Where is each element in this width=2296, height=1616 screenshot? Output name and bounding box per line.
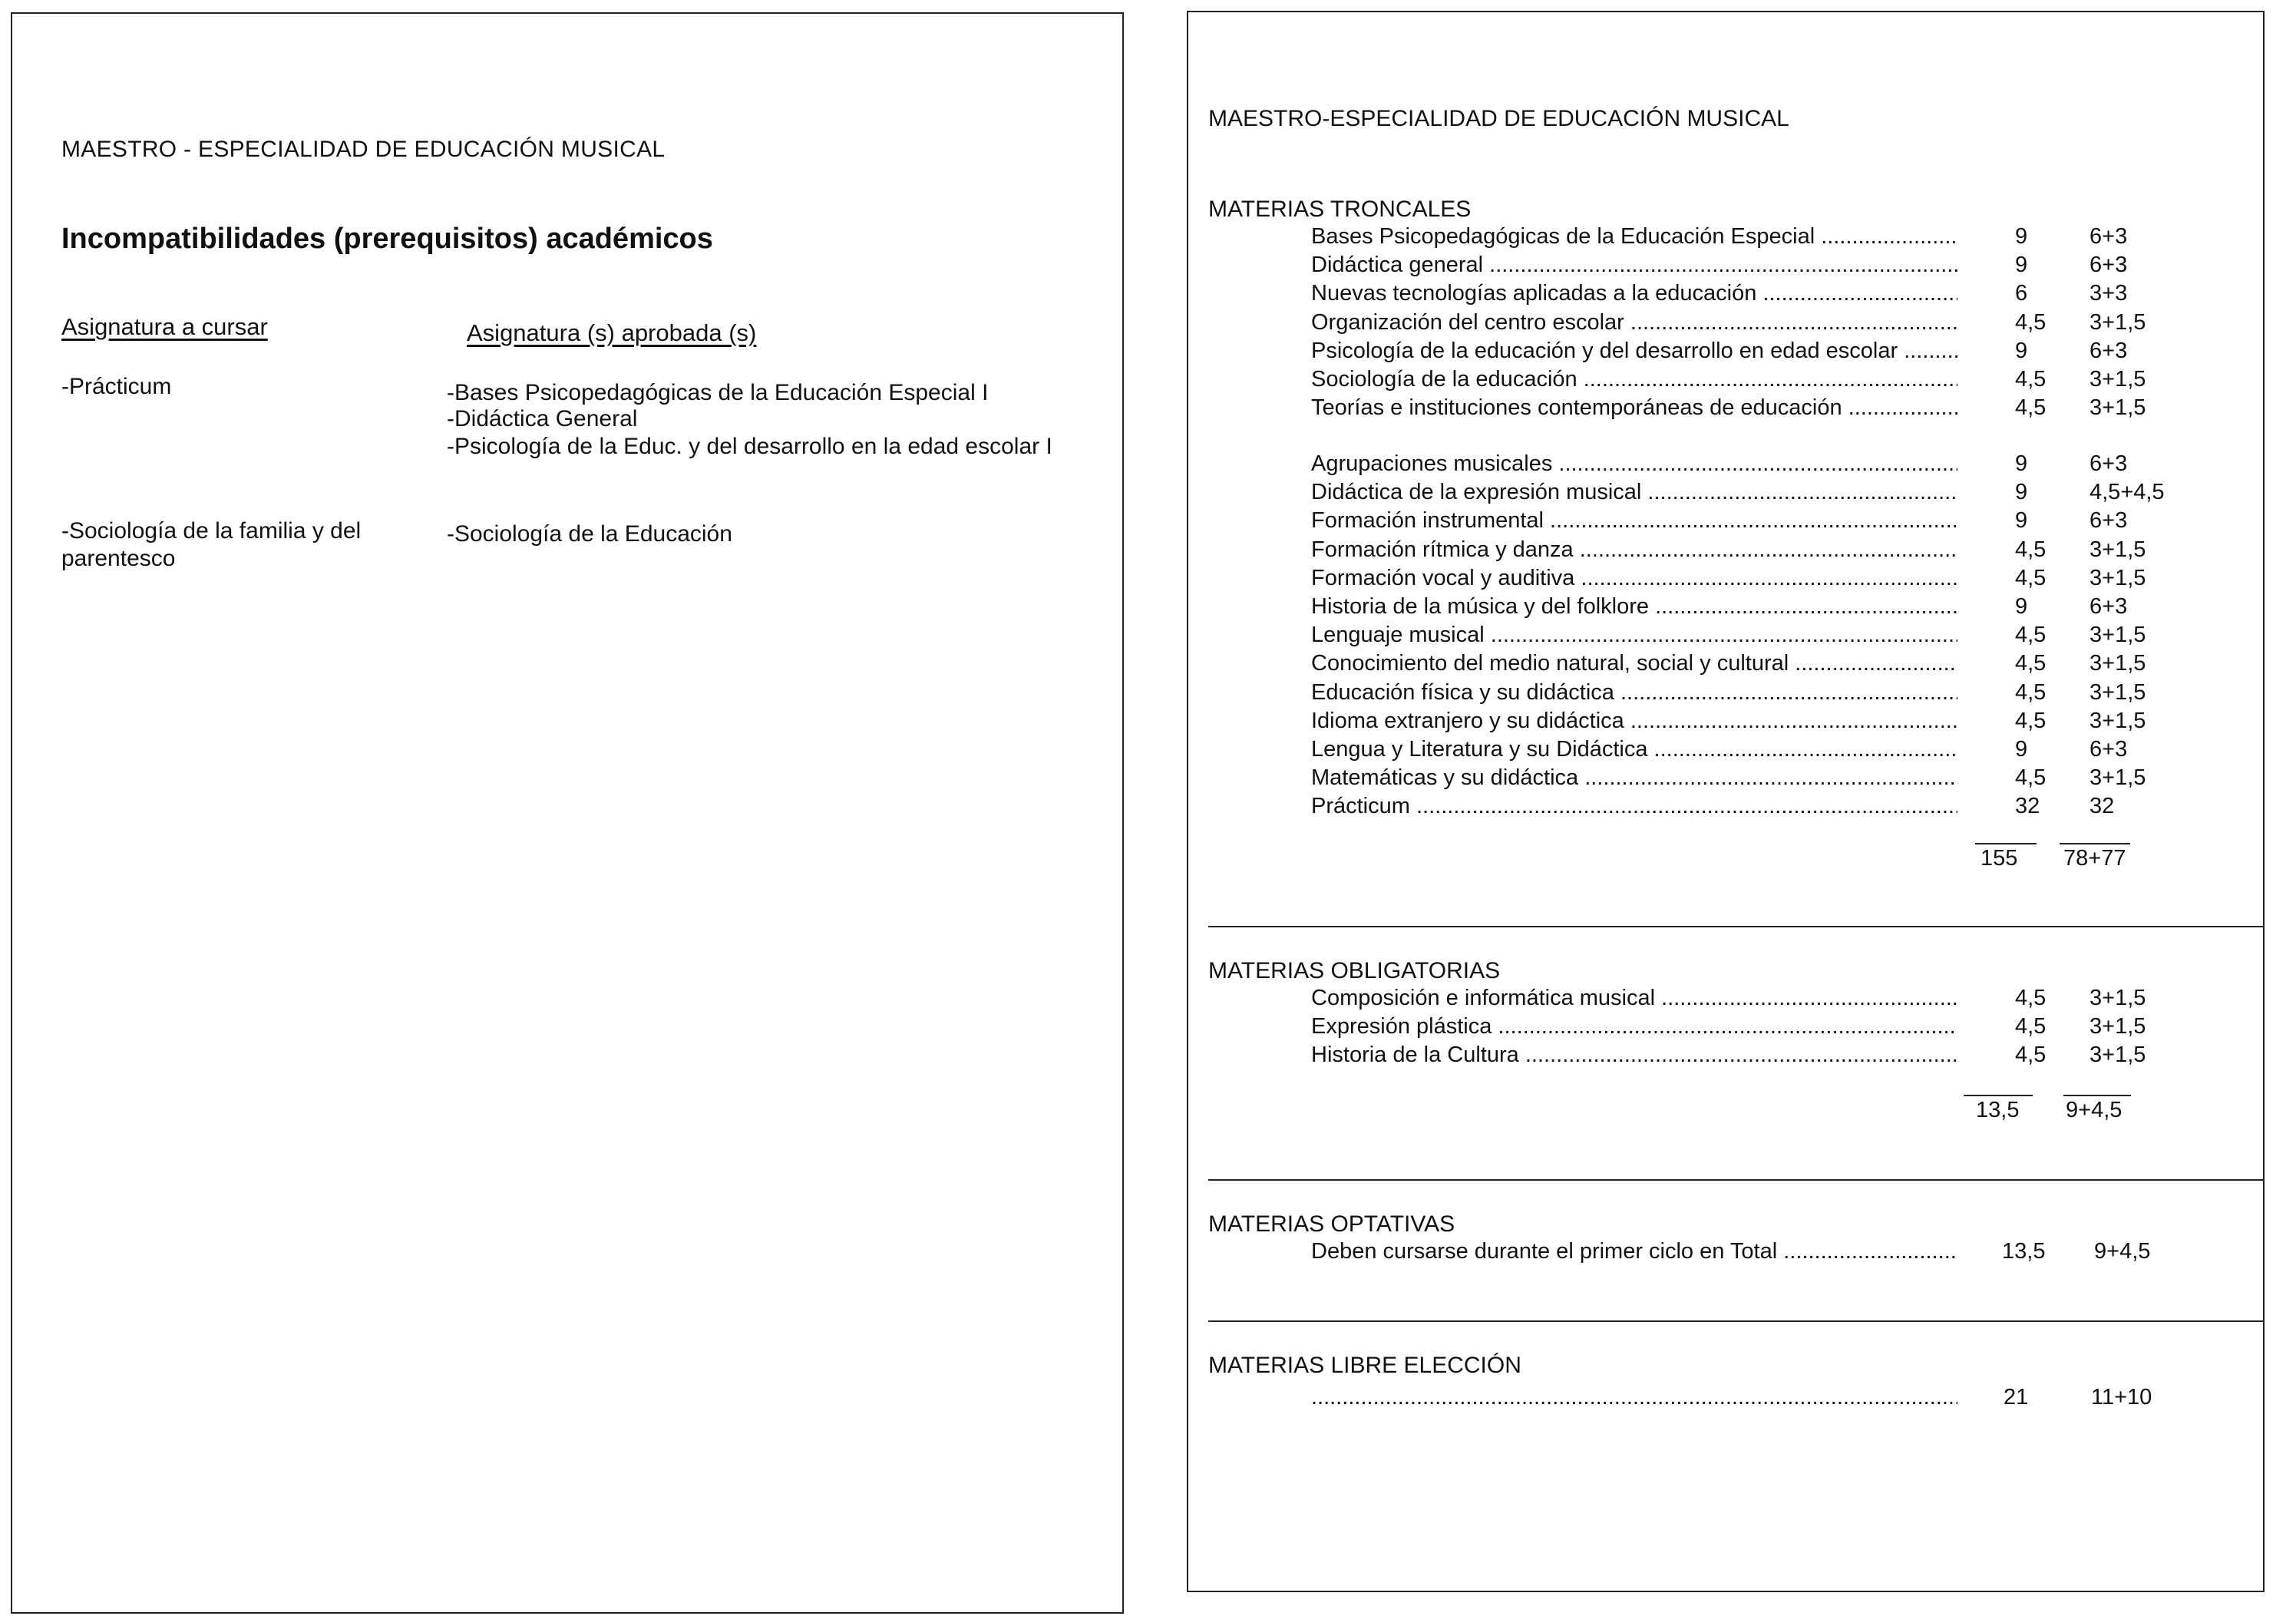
subject-row — [1311, 1238, 2232, 1266]
subject-name: Prácticum ..... — [1311, 792, 1957, 821]
subject-credits: 4,5 — [2015, 395, 2047, 421]
total-credits: 155 — [1981, 846, 2018, 871]
subject-name: Idioma extranjero y su didáctica ..... — [1311, 707, 1957, 735]
subject-row — [1311, 394, 2232, 422]
subject-breakdown: 6+3 — [2090, 737, 2128, 762]
section-title-obligatorias: MATERIAS OBLIGATORIAS — [1208, 958, 1501, 983]
subject-row — [1311, 450, 2232, 478]
subject-name: Psicología de la educación y del desarrollo en edad escolar ..... — [1311, 337, 1957, 365]
subject-credits: 4,5 — [2015, 1014, 2047, 1039]
subject-name: Nuevas tecnologías aplicadas a la educación ..... — [1311, 279, 1957, 308]
total-breakdown: 9+4,5 — [2066, 1098, 2123, 1122]
subject-credits: 4,5 — [2015, 623, 2047, 648]
subject-credits: 4,5 — [2015, 367, 2047, 392]
subject-breakdown: 9+4,5 — [2094, 1239, 2151, 1264]
subject-breakdown: 6+3 — [2090, 594, 2128, 619]
subject-name: Didáctica de la expresión musical ..... — [1311, 478, 1957, 507]
prereq-item: -Psicología de la Educ. y del desarrollo en la edad escolar I — [447, 434, 1052, 459]
subject-row — [1311, 251, 2232, 279]
subject-row — [1311, 792, 2232, 821]
subject-row — [1311, 536, 2232, 564]
page-heading: MAESTRO - ESPECIALIDAD DE EDUCACIÓN MUSICAL — [61, 137, 666, 162]
subject-row — [1311, 309, 2232, 337]
subject-row — [1311, 707, 2232, 735]
subject-breakdown: 6+3 — [2090, 224, 2128, 249]
subject-row — [1311, 478, 2232, 507]
prereq-item: -Bases Psicopedagógicas de la Educación Especial I — [447, 380, 989, 405]
subject-row — [1311, 365, 2232, 394]
subject-row — [1311, 1013, 2232, 1041]
subject-row — [1311, 1383, 2232, 1412]
subject-breakdown: 3+1,5 — [2090, 708, 2146, 733]
left-page — [11, 12, 1124, 1614]
prereq-item: -Sociología de la Educación — [447, 521, 732, 547]
subject-row — [1311, 337, 2232, 365]
page-heading: MAESTRO-ESPECIALIDAD DE EDUCACIÓN MUSICAL — [1208, 106, 1789, 131]
section-divider — [1208, 1179, 2263, 1181]
column-header-passed: Asignatura (s) aprobada (s) — [467, 319, 757, 346]
subject-row — [1311, 564, 2232, 593]
subject-row — [1311, 649, 2232, 678]
subject-breakdown: 3+1,5 — [2090, 1043, 2146, 1068]
subject-row — [1311, 679, 2232, 707]
page-subtitle: Incompatibilidades (prerequisitos) académicos — [61, 223, 713, 255]
subject-breakdown: 3+1,5 — [2090, 986, 2146, 1010]
subject-breakdown: 6+3 — [2090, 451, 2128, 476]
subject-credits: 9 — [2015, 594, 2028, 619]
subject-breakdown: 3+1,5 — [2090, 367, 2146, 392]
total-rule — [2060, 843, 2130, 844]
subject-row — [1311, 223, 2232, 251]
total-rule — [1964, 1095, 2033, 1096]
subject-name: Agrupaciones musicales ..... — [1311, 450, 1957, 478]
subject-breakdown: 6+3 — [2090, 338, 2128, 363]
subject-name: Didáctica general ..... — [1311, 251, 1957, 279]
subject-credits: 4,5 — [2015, 986, 2047, 1010]
subject-name: Historia de la Cultura ..... — [1311, 1041, 1957, 1069]
subject-credits: 4,5 — [2015, 679, 2047, 705]
section-title-troncales: MATERIAS TRONCALES — [1208, 197, 1472, 222]
subject-name — [1311, 1383, 1957, 1412]
subject-name: Sociología de la educación ..... — [1311, 365, 1957, 394]
subject-name: Deben cursarse durante el primer ciclo en Total ..... — [1311, 1238, 1957, 1266]
course-sociologia-familia: -Sociología de la familia y del parentesco — [61, 518, 362, 571]
subject-breakdown: 3+1,5 — [2090, 679, 2146, 705]
subject-name: Organización del centro escolar ..... — [1311, 309, 1957, 337]
subject-name: Lengua y Literatura y su Didáctica ..... — [1311, 735, 1957, 764]
subject-breakdown: 3+1,5 — [2090, 765, 2146, 791]
subject-breakdown: 3+1,5 — [2090, 537, 2146, 562]
subject-credits: 4,5 — [2015, 309, 2047, 335]
subject-row — [1311, 764, 2232, 792]
subject-breakdown: 3+1,5 — [2090, 651, 2146, 676]
subject-breakdown: 11+10 — [2091, 1385, 2152, 1409]
subject-credits: 32 — [2015, 794, 2040, 819]
subject-breakdown: 4,5+4,5 — [2090, 480, 2165, 505]
subject-name: Formación vocal y auditiva ..... — [1311, 564, 1957, 593]
subject-credits: 4,5 — [2015, 708, 2047, 733]
subject-credits: 13,5 — [2002, 1239, 2046, 1264]
total-breakdown: 78+77 — [2063, 846, 2126, 871]
subject-credits: 4,5 — [2015, 765, 2047, 791]
subject-credits: 9 — [2015, 737, 2028, 762]
subject-breakdown: 3+1,5 — [2090, 623, 2146, 648]
section-title-optativas: MATERIAS OPTATIVAS — [1208, 1211, 1455, 1237]
subject-credits: 4,5 — [2015, 1043, 2047, 1068]
subject-row — [1311, 621, 2232, 649]
course-practicum: -Prácticum — [61, 374, 172, 399]
subject-name: Expresión plástica ..... — [1311, 1013, 1957, 1041]
subject-breakdown: 6+3 — [2090, 253, 2128, 278]
subject-credits: 4,5 — [2015, 537, 2047, 562]
section-divider — [1208, 926, 2263, 927]
subject-credits: 4,5 — [2015, 651, 2047, 676]
subject-credits: 9 — [2015, 451, 2028, 476]
subject-credits: 6 — [2015, 281, 2028, 306]
subject-row — [1311, 735, 2232, 764]
total-credits: 13,5 — [1976, 1098, 2020, 1122]
subject-breakdown: 6+3 — [2090, 508, 2128, 534]
column-header-course: Asignatura a cursar — [61, 313, 268, 340]
subject-row — [1311, 984, 2232, 1013]
prereq-item: -Didáctica General — [447, 406, 638, 431]
subject-row — [1311, 593, 2232, 621]
subject-name: Conocimiento del medio natural, social y cultural ..... — [1311, 649, 1957, 678]
subject-row — [1311, 507, 2232, 535]
subject-credits: 9 — [2015, 224, 2028, 249]
subject-breakdown: 3+1,5 — [2090, 395, 2146, 421]
right-page — [1187, 11, 2265, 1592]
subject-breakdown: 32 — [2090, 794, 2115, 819]
subject-name: Educación física y su didáctica ..... — [1311, 679, 1957, 707]
subject-name: Lenguaje musical ..... — [1311, 621, 1957, 649]
subject-breakdown: 3+3 — [2090, 281, 2128, 306]
subject-name: Matemáticas y su didáctica ..... — [1311, 764, 1957, 792]
subject-row — [1311, 1041, 2232, 1069]
section-title-libre: MATERIAS LIBRE ELECCIÓN — [1208, 1353, 1521, 1378]
subject-breakdown: 3+1,5 — [2090, 1014, 2146, 1039]
subject-breakdown: 3+1,5 — [2090, 309, 2146, 335]
total-rule — [1975, 843, 2037, 844]
subject-credits: 9 — [2015, 338, 2028, 363]
subject-row — [1311, 279, 2232, 308]
section-divider — [1208, 1320, 2263, 1322]
subject-name: Composición e informática musical ..... — [1311, 984, 1957, 1013]
subject-name: Bases Psicopedagógicas de la Educación Especial ..... — [1311, 223, 1957, 251]
subject-credits: 9 — [2015, 480, 2028, 505]
subject-credits: 4,5 — [2015, 565, 2047, 590]
subject-breakdown: 3+1,5 — [2090, 565, 2146, 590]
total-rule — [2063, 1095, 2131, 1096]
subject-name: Formación rítmica y danza ..... — [1311, 536, 1957, 564]
subject-name: Formación instrumental ..... — [1311, 507, 1957, 535]
subject-credits: 9 — [2015, 508, 2028, 534]
subject-credits: 21 — [2004, 1385, 2029, 1409]
subject-name: Historia de la música y del folklore ..... — [1311, 593, 1957, 621]
subject-name: Teorías e instituciones contemporáneas de educación ..... — [1311, 394, 1957, 422]
subject-credits: 9 — [2015, 253, 2028, 278]
